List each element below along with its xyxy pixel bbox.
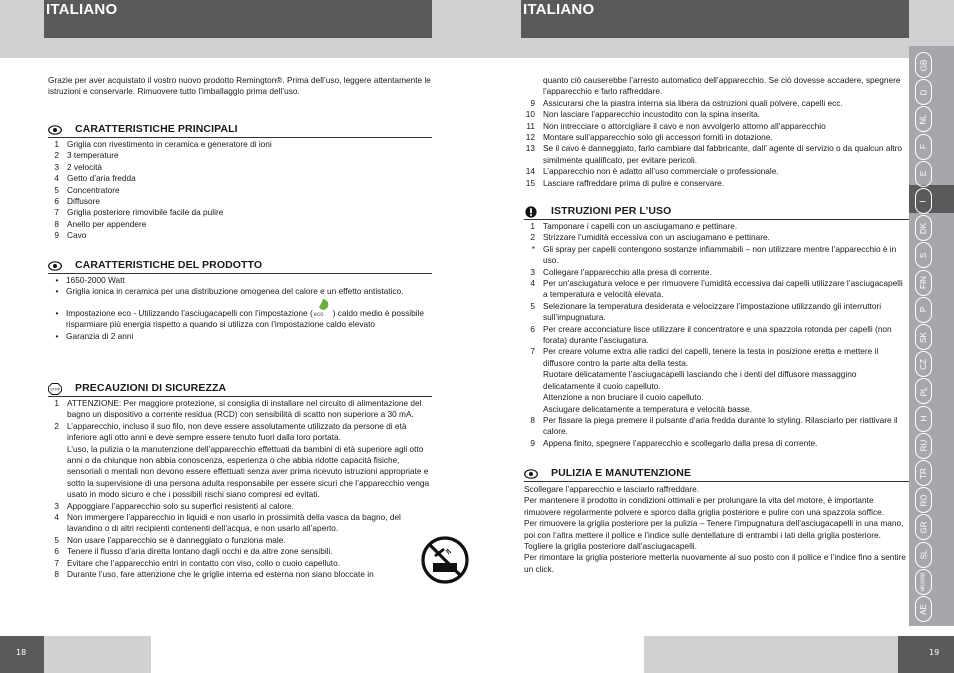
tab-lang-f[interactable]: F [915,134,932,160]
item-number: 9 [530,437,535,448]
instructions-list [524,221,909,449]
list-item [48,398,432,421]
tab-lang-ro[interactable]: RO [915,487,932,513]
maintenance-section [524,467,909,575]
page-title-left: ITALIANO [44,0,432,38]
item-text: Tenere il flusso d’aria diretta lontano dagli occhi e da altre zone sensibili. [67,546,333,557]
list-item [524,244,909,267]
item-number: 8 [54,218,59,229]
item-text: L’apparecchio non è adatto all’uso commerciale o professionale. [543,166,779,177]
section-header [48,123,432,138]
item-text: 2 velocità [67,161,103,172]
section-title: PRECAUZIONI DI SICUREZZA [75,381,227,394]
list-item [48,162,432,173]
page-title-right: ITALIANO [521,0,909,38]
main-features-section [48,123,432,242]
item-number: 6 [54,546,59,557]
list-item [524,404,909,415]
item-text: 3 temperature [67,150,119,161]
list-item [524,369,909,392]
eye-icon [48,261,62,271]
list-item [524,143,909,166]
item-number: 11 [526,120,535,131]
list-item [48,139,432,150]
item-text: Lasciare raffreddare prima di pulire e conservare. [543,177,725,188]
list-item [524,438,909,449]
list-item [524,178,909,189]
tab-lang-hr-srb[interactable]: HR/SRB [915,569,932,595]
tab-lang-dk[interactable]: DK [915,215,932,241]
product-features-list [48,275,432,342]
item-number: 8 [530,414,535,425]
item-number: 6 [530,323,535,334]
item-text: Per fissare la piega premere il pulsante d’aria fredda durante lo styling. Rilasciarlo per riattivare il calore. [543,414,898,437]
tab-lang-s[interactable]: S [915,242,932,268]
item-text: Non usare l’apparecchio se è danneggiato o funziona male. [67,534,286,545]
item-text: L’apparecchio, incluso il suo filo, non deve essere assolutamente utilizzato da persone di età inferiore agli otto anni e deve sempre essere tenuto fuori dalla loro portata. [67,420,407,443]
list-item [524,232,909,243]
tab-lang-d[interactable]: D [915,79,932,105]
item-text: Non intrecciare o attorcigliare il cavo e non avvolgerlo attorno all’apparecchio [543,120,826,131]
safety-section [48,382,432,581]
main-features-list [48,139,432,242]
item-text: Diffusore [67,196,101,207]
item-number: 2 [54,150,59,161]
item-number [524,392,543,403]
safety-continued [524,75,909,189]
item-number: 2 [54,420,59,431]
item-number: 3 [530,266,535,277]
item-number: 6 [54,196,59,207]
item-text: Montare sull’apparecchio solo gli accessori forniti in dotazione. [543,132,773,143]
item-text: Per un’asciugatura veloce e per rimuovere l’umidità eccessiva dai capelli utilizzare l’asciugacapelli a temperatura e velocità elevata. [543,278,903,300]
item-text: Appena finito, spegnere l’apparecchio e scollegarlo dalla presa di corrente. [543,437,818,448]
list-item [48,150,432,161]
section-title: CARATTERISTICHE PRINCIPALI [75,122,238,135]
stop-icon [48,384,62,394]
item-text: Attenzione a non bruciare il cuoio capelluto. [543,392,704,403]
list-item: • Garanzia di 2 anni [55,330,134,341]
footer-right-block [898,636,954,673]
item-number: 3 [54,161,59,172]
section-title: CARATTERISTICHE DEL PRODOTTO [75,258,263,271]
item-number: 2 [530,232,535,243]
item-number: 7 [54,557,59,568]
list-item [524,324,909,347]
item-text: Griglia posteriore rimovibile facile da pulire [67,207,224,218]
list-item [524,267,909,278]
item-number [524,369,543,392]
item-text: Appoggiare l’apparecchio solo su superfici resistenti al calore. [67,500,294,511]
item-number: 1 [530,221,535,231]
tab-lang-sk[interactable]: SK [915,324,932,350]
tab-lang-pl[interactable]: PL [915,378,932,404]
list-item [48,558,432,569]
item-text: Collegare l’apparecchio alla presa di corrente. [543,266,712,277]
section-header [524,467,909,482]
list-item: • Impostazione eco - Utilizzando l’asciugacapelli con l’impostazione ( eco ) caldo medio è possibile risparmiare più energia rispetto a quando si utilizza con l’impostazione caldo elevato [48,308,432,331]
product-features-section [48,259,432,342]
item-number: 1 [54,139,59,149]
item-text: Ruotare delicatamente l’asciugacapelli lasciando che i denti del diffusore massaggino delicatamente il cuoio capelluto. [543,369,857,391]
list-item [524,346,909,369]
tab-lang-gb[interactable]: GB [915,52,932,78]
item-text: Non lasciare l’apparecchio incustodito con la spina inserita. [543,109,761,120]
list-item [48,501,432,512]
item-number: 4 [54,173,59,184]
paragraph: Per rimontare la griglia posteriore metterla nuovamente al suo posto con il pollice e l’indice fino a sentire un click. [524,552,906,574]
list-item [48,421,432,444]
list-item [524,278,909,301]
maintenance-text [524,484,909,575]
item-number: 10 [525,109,535,120]
tab-lang-cz[interactable]: CZ [915,351,932,377]
safety-continuation-text: quanto ciò causerebbe l’arresto automatico dell’apparecchio. Se ciò dovesse accadere, spegnere l’apparecchio e farlo raffreddare. [543,75,901,97]
tab-lang-i[interactable]: I [915,188,932,214]
item-number: 12 [525,132,535,143]
item-number: 3 [54,500,59,511]
section-header [524,205,909,220]
item-text: Se il cavo è danneggiato, farlo cambiare dal fabbricante, dall’ agente di servizio o da qualcun altro similmente qualificato, per evitare pericoli. [543,143,902,165]
list-item [48,569,432,580]
no-water-warning-icon [420,535,470,585]
eco-leaf-icon: eco [313,309,333,319]
item-number: 5 [54,534,59,545]
item-number: 4 [54,512,59,523]
tab-lang-tr[interactable]: TR [915,460,932,486]
tab-lang-e[interactable]: E [915,161,932,187]
exclamation-icon [524,207,538,217]
item-number: 7 [54,207,59,218]
item-number: 5 [54,184,59,195]
tab-lang-ru[interactable]: RU [915,433,932,459]
svg-text:STOP: STOP [50,387,60,391]
tab-lang-nl[interactable]: NL [915,106,932,132]
eye-icon [524,469,538,479]
item-text: Asciugare delicatamente a temperatura e velocità basse. [543,403,752,414]
item-number: 13 [525,143,535,154]
item-number: 9 [530,97,535,108]
tab-lang-gr[interactable]: GR [915,514,932,540]
page-number-right: 19 [929,648,940,657]
list-item [524,109,909,120]
item-number: 4 [530,278,535,289]
paragraph: Scollegare l’apparecchio e lasciarlo raffreddare. [524,484,700,494]
item-text: Non immergere l’apparecchio in liquidi e non usarlo in prossimità della vasca da bagno, del lavandino o di altri recipienti contenenti dell’acqua, e non usarlo all’aperto. [67,512,401,534]
list-item [48,535,432,546]
item-text: Durante l’uso, fare attenzione che le griglie interna ed esterna non siano bloccate in [67,569,374,580]
list-item [524,301,909,324]
item-number [48,444,67,501]
list-item [524,392,909,403]
item-text: Strizzare l’umidità eccessiva con un asciugamano e pettinare. [543,232,770,243]
footer-right-band [644,636,898,673]
item-text: Cavo [67,230,87,241]
paragraph: Per mantenere il prodotto in condizioni ottimali e per prolungare la vita del motore, è importante rimuovere regolarmente polvere e sporco dalla griglia posteriore e pulire con una spazzola soffice. [524,495,885,517]
item-number: 8 [54,569,59,580]
footer-left-band [44,636,151,673]
language-tabs [909,46,954,626]
list-item: • 1650-2000 Watt [55,275,125,285]
tab-lang-fin[interactable]: FIN [915,270,932,296]
item-text: Per creare volume extra alle radici dei capelli, tenere la testa in posizione eretta e mettere il diffusore contro la parte alta della testa. [543,346,879,368]
item-number [524,404,543,415]
item-number: 1 [54,398,59,408]
tab-lang-h[interactable]: H [915,406,932,432]
tab-lang-ae[interactable]: AE [915,596,932,622]
list-item [524,121,909,132]
list-item [48,512,432,535]
list-item [48,207,432,218]
list-item [48,196,432,207]
item-number: 14 [525,166,535,177]
tab-lang-sl[interactable]: SL [915,542,932,568]
item-text: Griglia con rivestimento in ceramica e generatore di ioni [67,139,272,149]
footer-left-block [0,636,44,673]
list-item [48,230,432,241]
item-number: 5 [530,300,535,311]
item-text: L’uso, la pulizia o la manutenzione dell’apparecchio effettuati da bambini di età superiore agli otto anni o da chiunque non abbia conoscenza, esperienza o che abbia ridotte capacità fisiche, sensoriali o mentali non devono essere effettuati senza aver prima ricevuto istruzioni appropriate e sotto la supervisione di una persona adulta responsabile per essere sicuri che l’apparecchio venga usato in modo sicuro e che i possibili rischi siano compresi ed evitati. [67,443,430,500]
list-item [524,221,909,232]
list-item [48,185,432,196]
item-text: Anello per appendere [67,218,147,229]
item-text: Tamponare i capelli con un asciugamano e pettinare. [543,221,738,231]
list-item [48,444,432,501]
item-number: * [531,243,535,254]
intro-text: Grazie per aver acquistato il vostro nuovo prodotto Remington®. Prima dell’uso, leggere attentamente le istruzioni e conservarle. Rimuovere tutto l’imballaggio prima dell’uso. [48,75,431,97]
item-text: Evitare che l’apparecchio entri in contatto con viso, collo o cuoio capelluto. [67,557,341,568]
paragraph: Per rimuovere la griglia posteriore per la pulizia – Tenere l’impugnatura dell’asciugacapelli in una mano, poi con l’altra mettere il pollice e l’indice sulle dentellature di entrambi i lati della griglia posteriore. Togliere la griglia posteriore dall’asciugacapelli. [524,518,904,552]
item-text: Concentratore [67,184,120,195]
item-text: Gli spray per capelli contengono sostanze infiammabili – non utilizzare mentre l’apparecchio è in uso. [543,243,897,266]
list-item [48,173,432,184]
item-number: 15 [525,177,535,188]
section-title: PULIZIA E MANUTENZIONE [551,466,692,479]
item-text: Selezionare la temperatura desiderata e velocizzare l’impostazione utilizzando gli interruttori sull’impugnatura. [543,300,882,323]
tab-lang-p[interactable]: P [915,297,932,323]
item-text: Getto d’aria fredda [67,173,136,184]
list-item [524,415,909,438]
item-text: Per creare acconciature lisce utilizzare il concentratore e una spazzola rotonda per capelli (non forata) durante l’asciugatura. [543,323,892,346]
section-title: ISTRUZIONI PER L’USO [551,204,672,217]
safety-list-continued [524,98,909,189]
list-item [524,98,909,109]
item-text: Assicurarsi che la piastra interna sia libera da ostruzioni quali polvere, capelli ecc. [543,97,843,108]
instructions-section [524,205,909,449]
eye-icon [48,125,62,135]
item-text: ATTENZIONE: Per maggiore protezione, si consiglia di installare nel circuito di alimentazione del bagno un dispositivo a corrente residua (RCD) con sensibilità di scatto non superiore a 30 mA. [67,398,422,420]
item-number: 9 [54,230,59,241]
list-item [524,166,909,177]
safety-list [48,398,432,581]
list-item [524,132,909,143]
list-item [48,546,432,557]
list-item: • Griglia ionica in ceramica per una distribuzione omogenea del calore e un effetto antistatico. [55,286,404,297]
list-item [48,219,432,230]
item-number: 7 [530,346,535,357]
page-number-left: 18 [16,648,27,657]
section-header [48,259,432,274]
section-header [48,382,432,397]
